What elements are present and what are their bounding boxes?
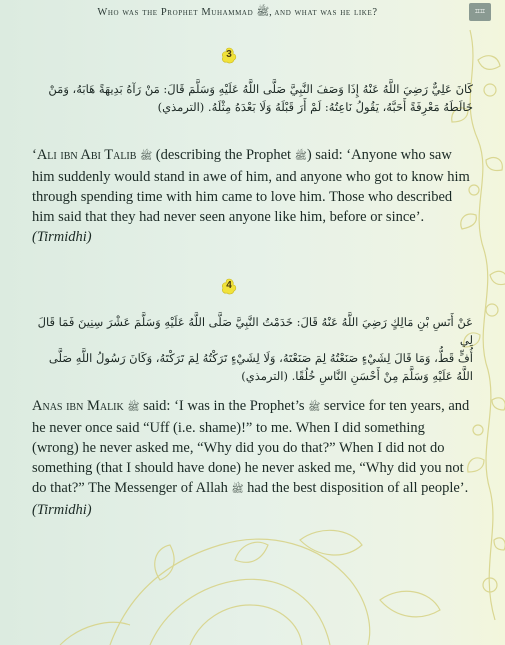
arabic-line: أُفٍّ قَطُّ، وَمَا قَالَ لِشَيْءٍ صَنَعْتُهُ لِمَ صَنَعْتَهُ، وَلَا لِشَيْءٍ تَرَكْتُهُ لِمَ تَرَكْتَهُ، وَكَانَ رَسُولُ اللَّهِ صَلَّى xyxy=(48,351,473,365)
corner-badge: ⌗⌗ xyxy=(469,3,491,21)
narrator-name: Anas ibn Malik xyxy=(32,398,124,414)
translation-text: said: ‘I was in the Prophet’s xyxy=(139,398,309,414)
honorific-symbol: ﷺ xyxy=(308,402,321,413)
hadith-translation xyxy=(32,396,472,520)
translation-text: (describing the Prophet xyxy=(152,147,295,163)
hadith-number-marker xyxy=(221,278,237,295)
running-header-title: Who was the Prophet Muhammad ﷺ, and what was he like? xyxy=(97,7,378,18)
translation-text: had the best disposition of all people’. xyxy=(243,480,469,496)
hadith-number: 3 xyxy=(226,49,232,60)
arabic-line: خَالَطَهُ مَعْرِفَةً أَحَبَّهُ، يَقُولُ نَاعِتُهُ: لَمْ أَرَ قَبْلَهُ وَلَا بَعْدَهُ مِثْلَهُ. (الترمذي) xyxy=(157,100,473,114)
narrator-name: ‘Ali ibn Abi Talib xyxy=(32,147,137,163)
honorific-symbol: ﷺ xyxy=(231,484,244,495)
hadith-arabic-text xyxy=(28,80,473,116)
source-citation: (Tirmidhi) xyxy=(32,229,92,245)
arabic-line: كَانَ عَلِيٌّ رَضِيَ اللَّهُ عَنْهُ إِذَا وَصَفَ النَّبِيَّ صَلَّى اللَّهُ عَلَيْهِ وَسَلَّمَ قَالَ: مَنْ رَآهُ بَدِيهَةً هَابَهُ، وَمَنْ xyxy=(48,82,473,96)
arabic-line: اللَّهُ عَلَيْهِ وَسَلَّمَ مِنْ أَحْسَنِ النَّاسِ خُلُقًا. (الترمذي) xyxy=(241,369,473,383)
translation-text: ) said: ‘Anyone who saw him suddenly would stand in awe of him, and anyone who got to know him through spending time with him came to love him. Those who described him said that they had never seen anyone like him, before or since’. xyxy=(32,147,470,225)
honorific-symbol: ﷺ xyxy=(127,402,140,413)
hadith-number-marker xyxy=(221,47,237,64)
hadith-arabic-text xyxy=(28,313,473,385)
source-citation: (Tirmidhi) xyxy=(32,502,92,518)
arabic-line: عَنْ أَنَسِ بْنِ مَالِكٍ رَضِيَ اللَّهُ عَنْهُ قَالَ: خَدَمْتُ النَّبِيَّ صَلَّى اللَّهُ عَلَيْهِ وَسَلَّمَ عَشْرَ سِنِينَ فَمَا قَالَ لِي xyxy=(37,315,473,347)
honorific-symbol: ﷺ xyxy=(294,151,307,162)
hadith-translation xyxy=(32,145,472,247)
hadith-number: 4 xyxy=(226,280,232,291)
honorific-symbol: ﷺ xyxy=(140,151,153,162)
translation-text: service for ten years, and he never once said “Uff (i.e. shame)!” to me. When I did something (wrong) he never asked me, “Why did you do that?” When I did not do something (that I should have done) he never asked me, “Why did you not do that?” The Messenger of Allah xyxy=(32,398,470,496)
